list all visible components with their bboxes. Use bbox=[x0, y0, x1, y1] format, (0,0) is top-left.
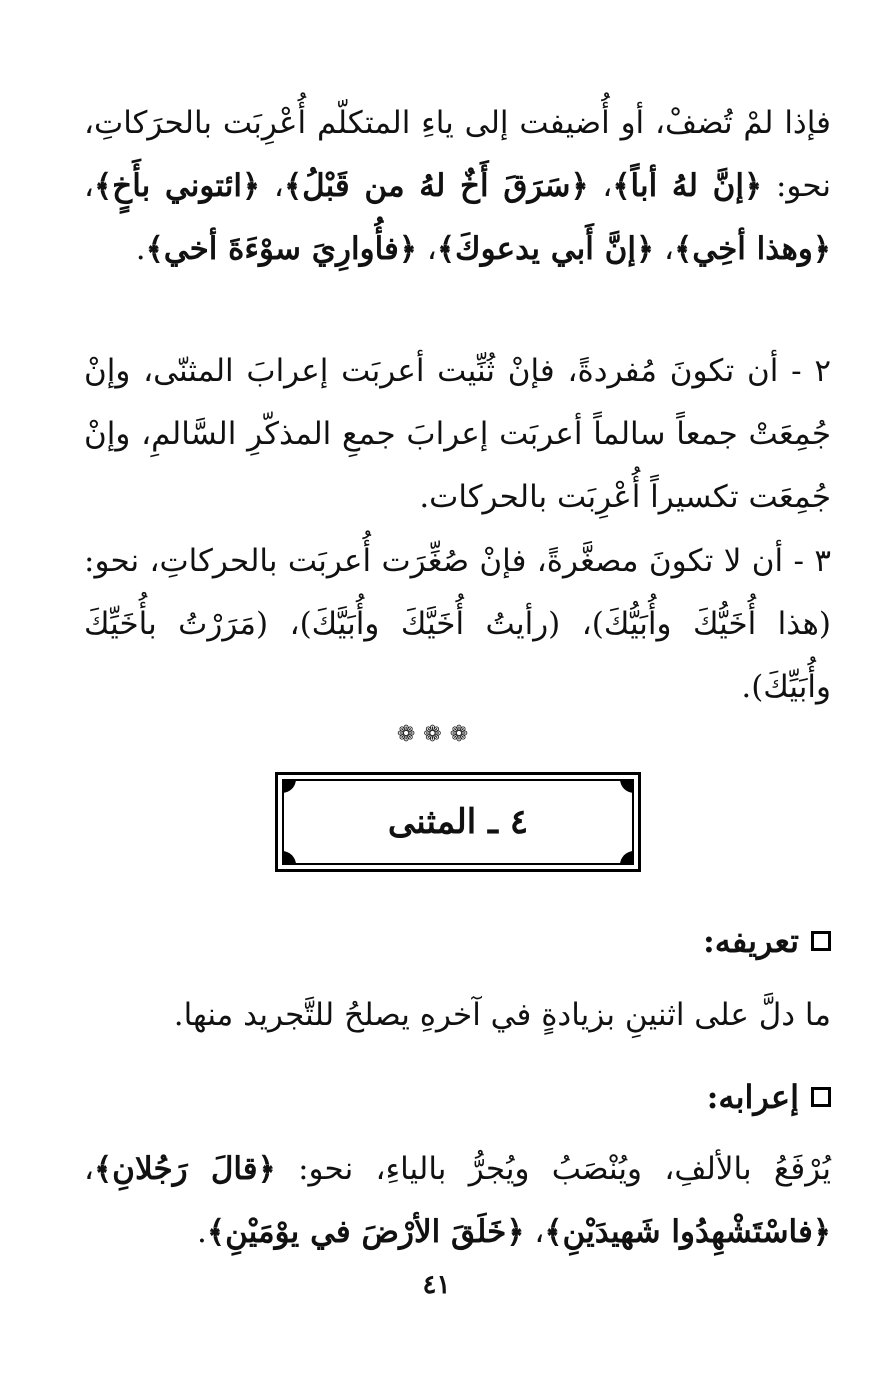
frame-corner bbox=[282, 851, 296, 865]
period: . bbox=[197, 1214, 207, 1250]
section-title-inner bbox=[282, 779, 634, 865]
checkbox-icon bbox=[811, 931, 831, 951]
separator: ، bbox=[84, 1151, 95, 1187]
paragraph-1-text: فإذا لمْ تُضفْ، أو أُضيفت إلى ياءِ المتكلّم أُعْرِبَت بالحرَكاتِ، نحو: bbox=[84, 105, 832, 204]
quran-quote: ﴿ائتوني بأَخٍ﴾ bbox=[94, 168, 261, 204]
quran-quote: ﴿خَلَقَ الأرْضَ في يوْمَيْنِ﴾ bbox=[206, 1214, 525, 1250]
section-title-frame bbox=[275, 772, 641, 872]
quran-quote: ﴿وهذا أخِي﴾ bbox=[674, 231, 831, 267]
parsing-heading bbox=[707, 1078, 831, 1116]
frame-corner bbox=[282, 779, 296, 793]
definition-heading-text: تعريفه: bbox=[702, 922, 799, 960]
separator: ، bbox=[654, 231, 675, 267]
frame-corner bbox=[620, 851, 634, 865]
separator: ، bbox=[84, 168, 95, 204]
separator: ، bbox=[417, 231, 437, 267]
parsing-text bbox=[84, 1138, 831, 1264]
parsing-text-start: يُرْفَعُ بالألفِ، ويُنْصَبُ ويُجرُّ بالياءِ، نحو: bbox=[275, 1151, 831, 1187]
section-divider: ❁❁❁ bbox=[396, 722, 477, 747]
quran-quote: ﴿فاسْتَشْهِدُوا شَهيدَيْنِ﴾ bbox=[544, 1214, 831, 1250]
separator: ، bbox=[260, 168, 284, 204]
definition-heading bbox=[703, 922, 831, 960]
checkbox-icon bbox=[811, 1087, 831, 1107]
definition-text: ما دلَّ على اثنينِ بزيادةٍ في آخرهِ يصلحُ للتَّجريد منها. bbox=[173, 997, 831, 1033]
parsing-heading-text: إعرابه: bbox=[706, 1078, 799, 1116]
page-number: ٤١ bbox=[422, 1270, 451, 1300]
paragraph-1 bbox=[84, 92, 831, 281]
section-title: ٤ ـ المثنى bbox=[387, 802, 529, 842]
quran-quote: ﴿إنَّ لهُ أباً﴾ bbox=[612, 168, 763, 204]
quran-quote: ﴿سَرَقَ أَخٌ لهُ من قَبْلُ﴾ bbox=[283, 168, 589, 204]
paragraph-3: ٣ - أن لا تكونَ مصغَّرةً، فإنْ صُغِّرَت أُعربَت بالحركاتِ، نحو: (هذا أُخَيُّكَ وأُبَيُّكَ)، (رأيتُ أُخَيَّكَ وأُبَيَّكَ)، (مَرَرْتُ بأُخَيِّكَ وأُبَيِّكَ). bbox=[84, 543, 831, 705]
quran-quote: ﴿قالَ رَجُلانِ﴾ bbox=[94, 1151, 276, 1187]
paragraph-2: ٢ - أن تكونَ مُفردةً، فإنْ ثُنِّيت أعربَت إعرابَ المثنّى، وإنْ جُمِعَتْ جمعاً سالماً أعربَت إعرابَ جمعِ المذكّرِ السَّالمِ، وإنْ جُمِعَت تكسيراً أُعْرِبَت بالحركات. bbox=[84, 353, 831, 515]
frame-corner bbox=[620, 779, 634, 793]
separator: ، bbox=[588, 168, 613, 204]
separator: ، bbox=[524, 1214, 545, 1250]
quran-quote: ﴿فأُوارِيَ سوْءَةَ أخي﴾ bbox=[145, 231, 417, 267]
quran-quote: ﴿إنَّ أَبي يدعوكَ﴾ bbox=[436, 231, 655, 267]
period: . bbox=[135, 231, 146, 267]
